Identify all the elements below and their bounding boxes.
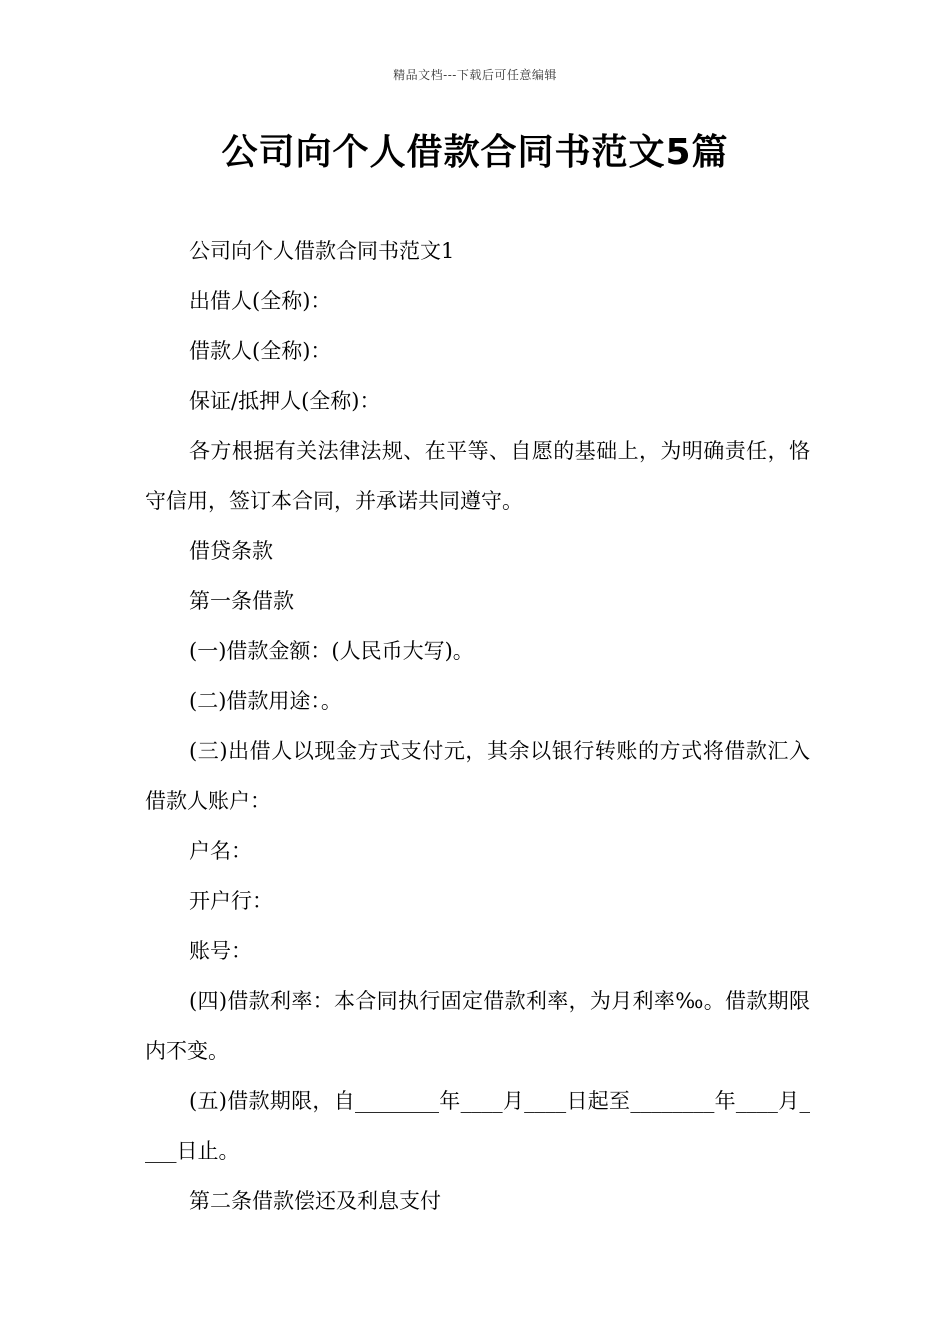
document-body [145,226,810,1226]
paragraph-account-name: 户名： [189,839,252,863]
paragraph-lender: 出借人(全称)： [189,289,332,313]
paragraph-payment-method: (三)出借人以现金方式支付元，其余以银行转账的方式将借款汇入借款人账户： [145,739,810,813]
paragraph-loan-terms: 借贷条款 [189,539,273,563]
paragraph-bank: 开户行： [189,889,273,913]
paragraph-loan-amount: (一)借款金额：(人民币大写)。 [189,639,474,663]
paragraph-article-1: 第一条借款 [189,589,294,613]
paragraph-article-2: 第二条借款偿还及利息支付 [189,1189,441,1213]
paragraph-interest-rate: (四)借款利率：本合同执行固定借款利率，为月利率‰。借款期限内不变。 [145,989,810,1063]
header-note: 精品文档---下载后可任意编辑 [393,68,557,82]
paragraph-preamble: 各方根据有关法律法规、在平等、自愿的基础上，为明确责任，恪守信用，签订本合同，并承诺共同遵守。 [145,439,810,513]
paragraph-loan-period: (五)借款期限，自________年____月____日起至________年____月____日止。 [145,1089,810,1163]
document-title: 公司向个人借款合同书范文5篇 [221,132,729,173]
paragraph-borrower: 借款人(全称)： [189,339,332,363]
paragraph-guarantor: 保证/抵押人(全称)： [189,389,381,413]
paragraph-account-number: 账号： [189,939,252,963]
paragraph-loan-purpose: (二)借款用途：。 [189,689,342,713]
paragraph-section-heading: 公司向个人借款合同书范文1 [189,239,455,263]
